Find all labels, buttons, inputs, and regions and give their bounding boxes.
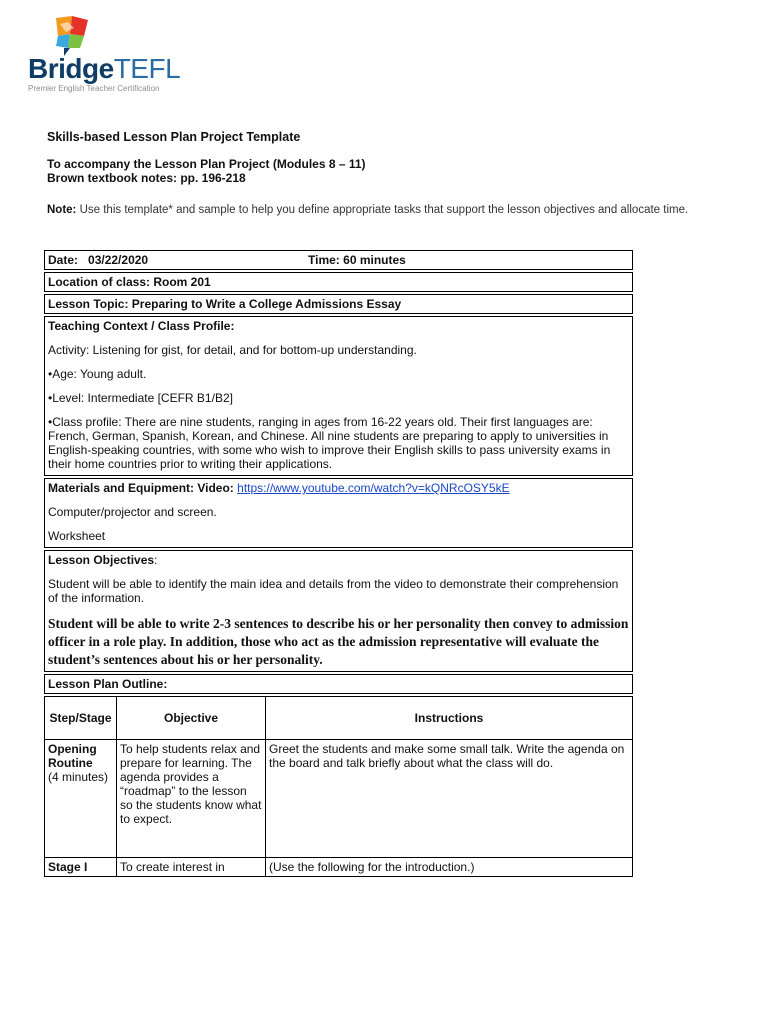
- globe-speech-bubble-icon: [50, 14, 94, 56]
- time-value: 60 minutes: [343, 253, 406, 267]
- stage-name: Stage I: [45, 858, 117, 877]
- date-value: 03/22/2020: [88, 253, 149, 267]
- location-row: [44, 272, 633, 292]
- outline-row: [44, 696, 633, 877]
- objective-1: Student will be able to identify the main idea and details from the video to demonstrate their comprehension of the information.: [48, 577, 619, 605]
- materials-item: Worksheet: [48, 529, 106, 543]
- context-label: Teaching Context / Class Profile:: [48, 319, 235, 333]
- video-link[interactable]: https://www.youtube.com/watch?v=kQNRcOSY5kE: [237, 481, 510, 495]
- stage-duration: (4 minutes): [48, 770, 109, 784]
- stage-instructions: Greet the students and make some small talk. Write the agenda on the board and talk briefly about what the class will do.: [266, 740, 633, 858]
- materials-label: Materials and Equipment: Video:: [48, 481, 234, 495]
- context-age: •Age: Young adult.: [48, 367, 147, 381]
- context-row: [44, 316, 633, 476]
- modules-line: To accompany the Lesson Plan Project (Modules 8 – 11): [47, 157, 366, 171]
- context-class-profile: •Class profile: There are nine students, ranging in ages from 16-22 years old. Their first languages are: French, German, Spanish, Korean, and Chinese. All nine students are preparing to apply to universities in English-speaking countries, with some who wish to improve their English skills to pass university exams in their home countries prior to writing their applications.: [48, 415, 611, 471]
- stage-name: Opening Routine: [48, 742, 97, 770]
- note-label: Note:: [47, 204, 77, 216]
- date-cell: Date: 03/22/2020: [48, 253, 149, 267]
- topic-cell: Lesson Topic: Preparing to Write a College Admissions Essay: [44, 294, 633, 314]
- column-header-stage: Step/Stage: [45, 697, 117, 740]
- date-row: [44, 250, 633, 270]
- note-paragraph: [47, 203, 727, 217]
- table-row: [45, 740, 633, 858]
- location-cell: Location of class: Room 201: [44, 272, 633, 292]
- document-title: Skills-based Lesson Plan Project Template: [47, 130, 301, 144]
- stage-objective: To create interest in: [117, 858, 266, 877]
- stage-instructions: (Use the following for the introduction.): [266, 858, 633, 877]
- context-level: •Level: Intermediate [CEFR B1/B2]: [48, 391, 233, 405]
- stage-objective: To help students relax and prepare for learning. The agenda provides a “roadmap” to the lesson so the students know what to expect.: [117, 740, 266, 858]
- lesson-plan-table: [44, 248, 633, 879]
- context-activity: Activity: Listening for gist, for detail, and for bottom-up understanding.: [48, 343, 417, 357]
- time-cell: Time: 60 minutes: [308, 253, 406, 267]
- column-header-instructions: Instructions: [266, 697, 633, 740]
- topic-row: [44, 294, 633, 314]
- objectives-row: Lesson Objectives: Student will be able to identify the main idea and details from the video to demonstrate their comprehension of the information. Student will be able to write 2-3 sentences to describe his or her personality then convey to admission officer in a role play. In addition, those who act as the admission representative will evaluate the student’s sentences about his or her personality.: [44, 550, 633, 672]
- textbook-line: Brown textbook notes: pp. 196-218: [47, 171, 246, 185]
- outline-label: Lesson Plan Outline:: [44, 674, 633, 694]
- logo-wordmark: BridgeTEFL: [28, 53, 181, 84]
- objectives-label: Lesson Objectives: [48, 553, 155, 567]
- note-text: Use this template* and sample to help you define appropriate tasks that support the lesson objectives and allocate time.: [76, 204, 689, 216]
- logo-tagline: Premier English Teacher Certification: [28, 84, 160, 93]
- materials-row: [44, 478, 633, 548]
- materials-item: Computer/projector and screen.: [48, 505, 217, 519]
- outline-label-row: [44, 674, 633, 694]
- outline-table: [44, 696, 633, 877]
- document-subtitle: [47, 157, 366, 185]
- objective-2: Student will be able to write 2-3 sentences to describe his or her personality then convey to admission officer in a role play. In addition, those who act as the admission representative will evaluate the student’s sentences about his or her personality.: [48, 616, 629, 667]
- outline-header-row: [45, 697, 633, 740]
- bridgetefl-logo: [28, 14, 228, 98]
- table-row: [45, 858, 633, 877]
- column-header-objective: Objective: [117, 697, 266, 740]
